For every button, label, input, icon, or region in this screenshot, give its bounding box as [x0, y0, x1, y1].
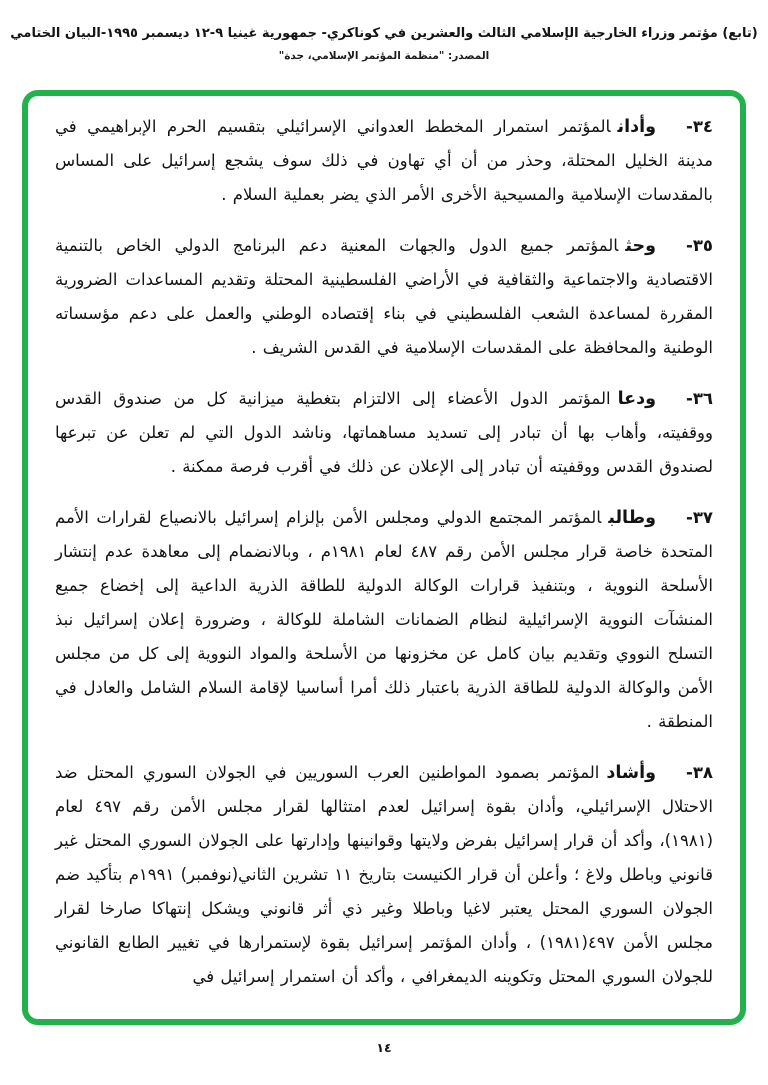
- paragraph-lead-word: وأدان: [617, 117, 656, 137]
- numbered-paragraph: [55, 756, 713, 994]
- numbered-paragraph: [55, 501, 713, 739]
- numbered-paragraph: [55, 110, 713, 212]
- numbered-paragraph: [55, 229, 713, 365]
- paragraph-text: المؤتمر جميع الدول والجهات المعنية دعم البرنامج الدولي الخاص بالتنمية الاقتصادية والاجتماعية والثقافية في الأراضي الفلسطينية المحتلة وتقديم المساعدات الضرورية المقررة لمساعدة الشعب الفلسطيني في بناء إقتصاده الوطني والعمل على دعم مؤسساته الوطنية والمحافظة على المقدسات الإسلامية في القدس الشريف .: [55, 236, 713, 357]
- paragraphs: [55, 110, 713, 994]
- paragraph-number: ٣٤-: [685, 117, 713, 136]
- paragraph-lead-word: ودعا: [617, 389, 656, 409]
- paragraph-lead-word: وحث: [625, 236, 656, 256]
- paragraph-number: ٣٧-: [685, 508, 713, 527]
- paragraph-number: ٣٨-: [685, 763, 713, 782]
- page-footer: [0, 1037, 768, 1056]
- numbered-paragraph: [55, 382, 713, 484]
- document-title: (تابع) مؤتمر وزراء الخارجية الإسلامي الثالث والعشرين في كوناكري- جمهورية غينيا ٩-١٢ ديسمبر ١٩٩٥-البيان الختامي: [10, 26, 758, 41]
- content-frame: [22, 90, 746, 1025]
- page-header: [0, 0, 768, 62]
- paragraph-text: المؤتمر استمرار المخطط العدواني الإسرائيلي بتقسيم الحرم الإبراهيمي في مدينة الخليل المحتلة، وحذر من أن أي تهاون في ذلك سوف يشجع إسرائيل على المساس بالمقدسات الإسلامية والمسيحية الأخرى الأمر الذي يضر بعملية السلام .: [55, 117, 713, 204]
- paragraph-text: المؤتمر الدول الأعضاء إلى الالتزام بتغطية ميزانية كل من صندوق القدس ووقفيته، وأهاب بها أن تبادر إلى تسديد مساهماتها، وناشد الدول التي لم تعلن عن تبرعها لصندوق القدس ووقفيته أن تبادر إلى الإعلان عن ذلك في أقرب فرصة ممكنة .: [55, 389, 713, 476]
- paragraph-text: المؤتمر بصمود المواطنين العرب السوريين في الجولان السوري المحتل ضد الاحتلال الإسرائيلي، وأدان بقوة إسرائيل لعدم امتثالها لقرار مجلس الأمن رقم ٤٩٧ لعام (١٩٨١)، وأكد أن قرار إسرائيل بفرض ولايتها وقوانينها وإدارتها على الجولان السوري المحتل غير قانوني وباطل ولاغ ؛ وأعلن أن قرار الكنيست بتاريخ ١١ تشرين الثاني(نوفمبر) ١٩٩١م بتأكيد ضم الجولان السوري المحتل يعتبر لاغيا وباطلا وغير ذي أثر قانوني ويشكل إنتهاكا صارخا لقرار مجلس الأمن ٤٩٧(١٩٨١) ، وأدان المؤتمر إسرائيل بقوة لإستمرارها في تغيير الطابع القانوني للجولان السوري المحتل وتكوينه الديمغرافي ، وأكد أن استمرار إسرائيل في: [55, 763, 714, 986]
- paragraph-lead-word: وطالب: [608, 508, 656, 528]
- paragraph-text: المؤتمر المجتمع الدولي ومجلس الأمن بإلزام إسرائيل بالانصياع لقرارات الأمم المتحدة خاصة قرار مجلس الأمن رقم ٤٨٧ لعام ١٩٨١م ، وبالانضمام إلى معاهدة عدم إنتشار الأسلحة النووية ، وبتنفيذ قرارات الوكالة الدولية للطاقة الذرية الداعية إلى إخضاع جميع المنشآت النووية الإسرائيلية لنظام الضمانات الشاملة للوكالة ، وضرورة إعلان إسرائيل نبذ التسلح النووي وتقديم بيان كامل عن مخزونها من الأسلحة والمواد النووية إلى كل من مجلس الأمن والوكالة الدولية للطاقة الذرية باعتبار ذلك أمرا أساسيا لإقامة السلام الشامل والعادل في المنطقة .: [55, 508, 713, 731]
- paragraph-number: ٣٥-: [685, 236, 713, 255]
- source-attribution: المصدر: "منظمة المؤتمر الإسلامي، جدة": [278, 50, 490, 62]
- paragraph-lead-word: وأشاد: [606, 763, 656, 783]
- page-number: ١٤: [376, 1040, 392, 1055]
- paragraph-number: ٣٦-: [685, 389, 713, 408]
